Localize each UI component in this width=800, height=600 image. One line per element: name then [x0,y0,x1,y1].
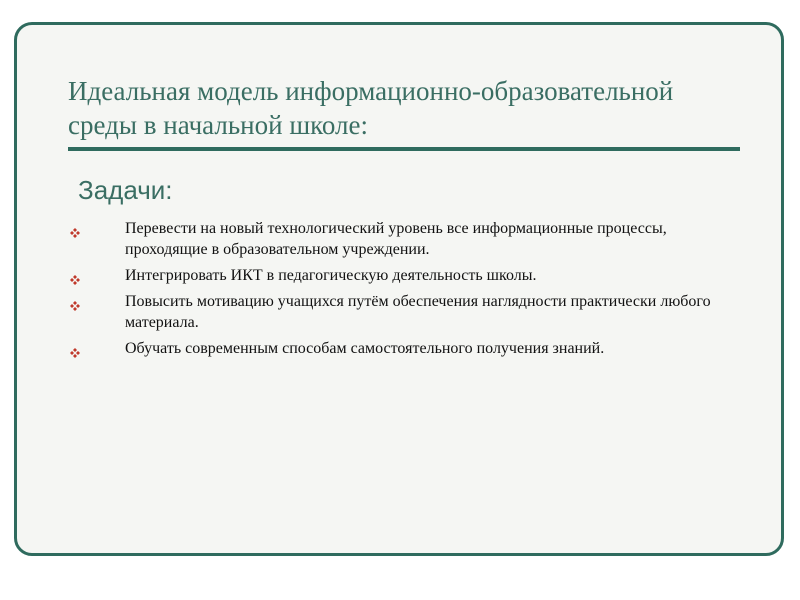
list-item [70,291,730,333]
task-text: Повысить мотивацию учащихся путём обеспечения наглядности практически любого материала. [125,293,711,331]
slide-title: Идеальная модель информационно-образовательной среды в начальной школе: [68,76,674,140]
diamond-bullet-icon [70,343,80,353]
title-underline [68,147,740,151]
diamond-bullet-icon [70,296,80,306]
section-heading: Задачи: [78,175,173,205]
task-text: Обучать современным способам самостоятельного получения знаний. [125,340,605,357]
list-item [70,338,730,359]
task-text: Перевести на новый технологический уровень все информационные процессы, проходящие в образовательном учреждении. [125,220,667,258]
diamond-bullet-icon [70,223,80,233]
task-text: Интегрировать ИКТ в педагогическую деятельность школы. [125,267,537,284]
list-item [70,218,730,260]
task-list [70,218,730,364]
list-item [70,265,730,286]
diamond-bullet-icon [70,270,80,280]
